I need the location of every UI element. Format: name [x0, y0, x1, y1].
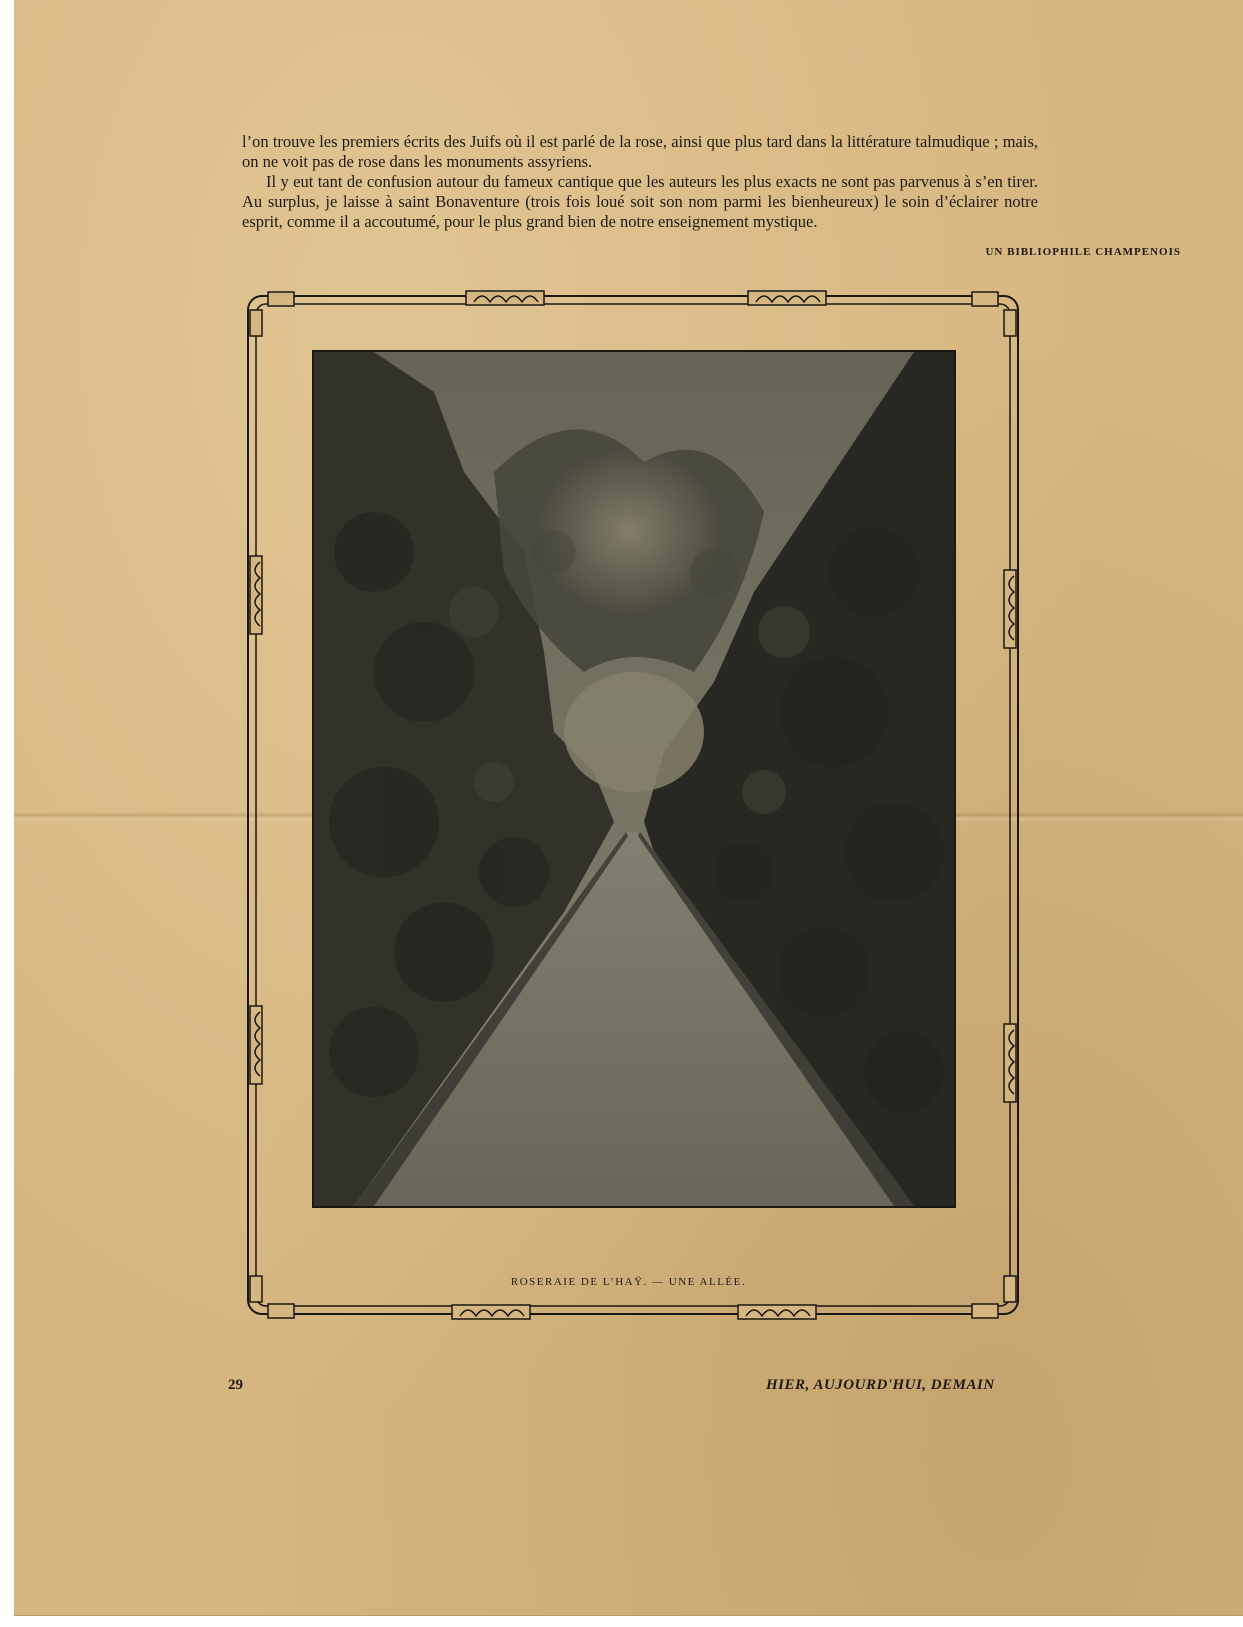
magazine-page [14, 0, 1243, 1616]
article-paragraph-1: l’on trouve les premiers écrits des Juifs où il est parlé de la rose, ainsi que plus tard dans la littérature talmudique ; mais, on ne voit pas de rose dans les monuments assyriens. [242, 132, 1038, 171]
running-title: HIER, AUJOURD'HUI, DEMAIN [766, 1377, 995, 1393]
page-number: 29 [228, 1377, 243, 1393]
photo-caption: ROSERAIE DE L’HAŸ. — UNE ALLÉE. [510, 1276, 747, 1288]
rose-garden-alley-image [314, 352, 954, 1206]
article-paragraph-2: Il y eut tant de confusion autour du fameux cantique que les auteurs les plus exacts ne sont pas parvenus à s’en tirer. Au surplus, je laisse à saint Bonaventure (trois fois loué soit son nom parmi les bienheureux) le soin d’éclairer notre esprit, comme il a accoutumé, pour le plus grand bien de notre enseignement mystique. [242, 172, 1038, 231]
author-signature: UN BIBLIOPHILE CHAMPENOIS [985, 246, 1181, 258]
garden-photograph [312, 350, 956, 1208]
